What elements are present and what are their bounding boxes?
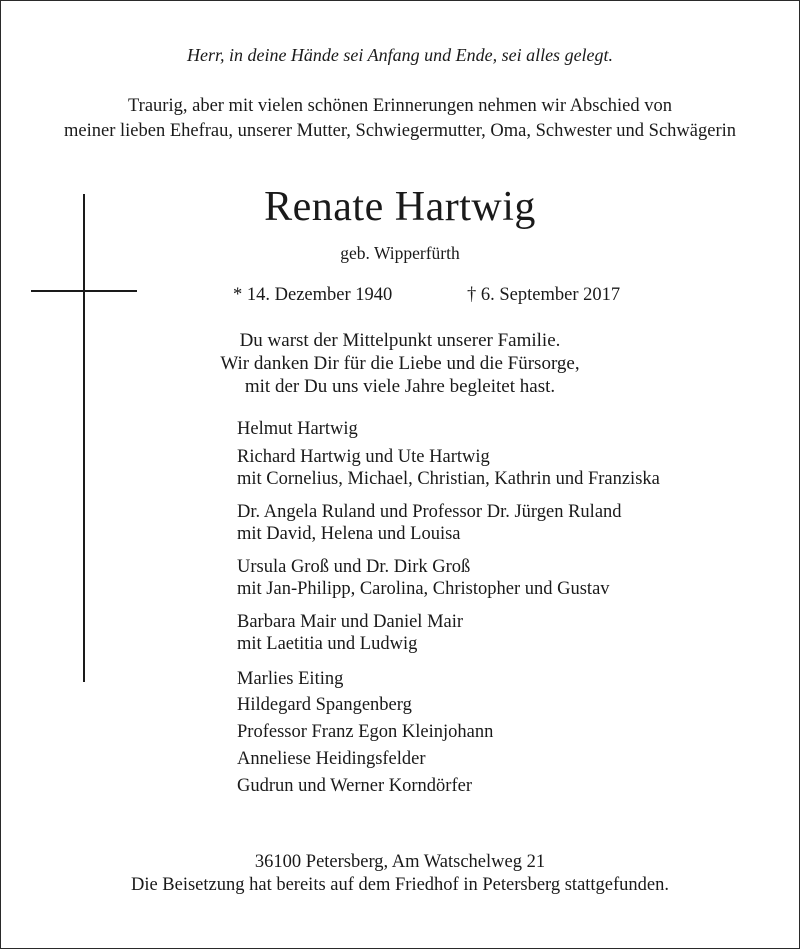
maiden-name: geb. Wipperfürth (340, 243, 460, 263)
birth-date: * 14. Dezember 1940 (233, 285, 393, 305)
footer-info (1, 851, 799, 897)
mourner-line: Dr. Angela Ruland und Professor Dr. Jürgen Ruland (237, 501, 622, 522)
mourner-line: Hildegard Spangenberg (237, 695, 412, 716)
cross-icon-horizontal (31, 290, 137, 292)
deceased-name: Renate Hartwig (264, 184, 536, 230)
quote-line: Wir danken Dir für die Liebe und die Fürsorge, (220, 353, 580, 374)
cross-icon-vertical (83, 194, 85, 682)
mourner-group (237, 666, 660, 800)
mourner-line: Helmut Hartwig (237, 419, 358, 439)
mourner-line: Anneliese Heidingsfelder (237, 748, 426, 769)
address: 36100 Petersberg, Am Watschelweg 21 (254, 852, 546, 872)
mourner-group (237, 446, 660, 491)
mourner-group (237, 501, 660, 546)
mourner-line: Gudrun und Werner Korndörfer (237, 775, 472, 796)
intro-line: Traurig, aber mit vielen schönen Erinnerungen nehmen wir Abschied von (128, 96, 672, 116)
memorial-quote (1, 329, 799, 398)
mourner-line: mit David, Helena und Louisa (237, 524, 461, 544)
mourner-line: Professor Franz Egon Kleinjohann (237, 722, 494, 743)
burial-note: Die Beisetzung hat bereits auf dem Friedhof in Petersberg stattgefunden. (130, 875, 670, 895)
mourner-line: mit Jan-Philipp, Carolina, Christopher und Gustav (237, 579, 610, 599)
mourners-list (237, 418, 660, 799)
mourner-group (237, 418, 660, 441)
quote-line: mit der Du uns viele Jahre begleitet hast. (244, 376, 556, 397)
quote-line: Du warst der Mittelpunkt unserer Familie. (239, 330, 561, 351)
mourner-line: mit Cornelius, Michael, Christian, Kathrin und Franziska (237, 469, 660, 489)
intro-line: meiner lieben Ehefrau, unserer Mutter, Schwiegermutter, Oma, Schwester und Schwägerin (64, 121, 736, 141)
mourner-line: Barbara Mair und Daniel Mair (237, 611, 464, 632)
mourner-line: Richard Hartwig und Ute Hartwig (237, 446, 490, 467)
mourner-group (237, 611, 660, 656)
mourner-group (237, 556, 660, 601)
mourner-line: mit Laetitia und Ludwig (237, 634, 418, 654)
mourner-line: Ursula Groß und Dr. Dirk Groß (237, 556, 471, 577)
mourner-line: Marlies Eiting (237, 668, 344, 689)
death-date: † 6. September 2017 (467, 285, 621, 305)
intro-text (1, 94, 799, 144)
motto: Herr, in deine Hände sei Anfang und Ende, sei alles gelegt. (186, 45, 614, 65)
